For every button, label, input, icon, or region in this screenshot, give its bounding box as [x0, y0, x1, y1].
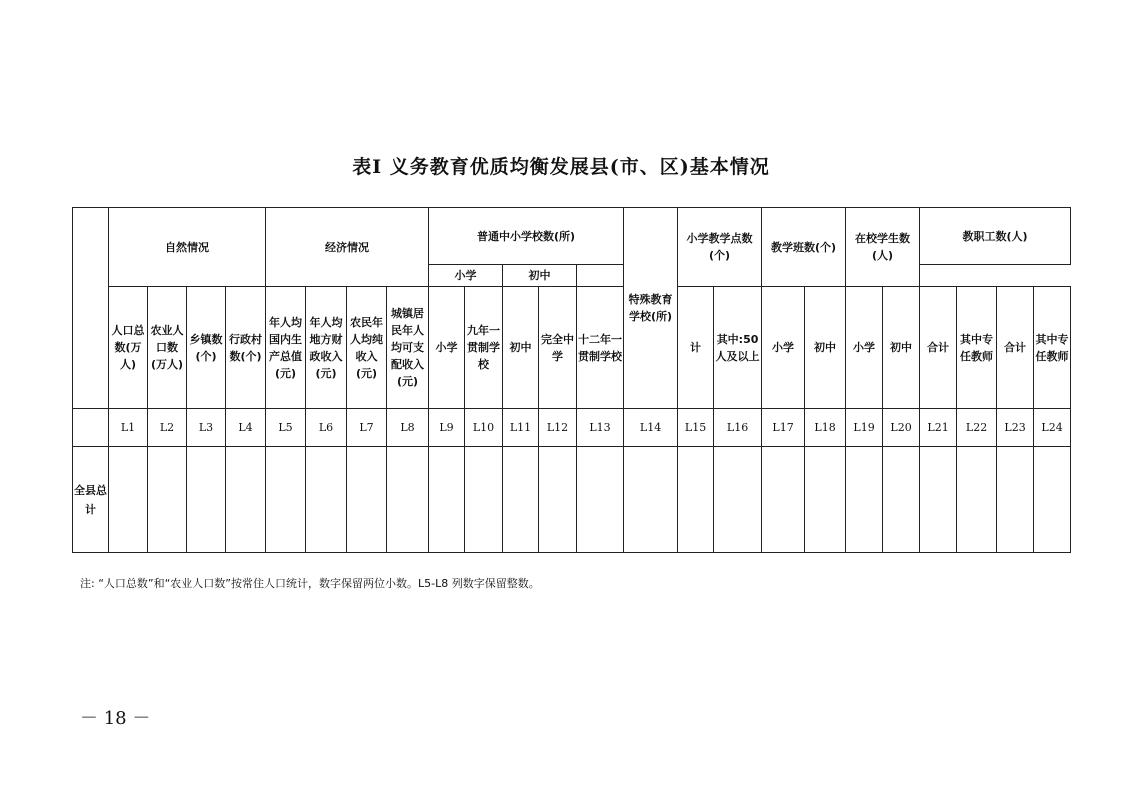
- col-l11: 初中: [503, 287, 539, 409]
- col-l16: 其中:50人及以上: [714, 287, 762, 409]
- code-l9: L9: [429, 409, 465, 447]
- code-l24: L24: [1034, 409, 1071, 447]
- code-l22: L22: [957, 409, 997, 447]
- col-l5: 年人均国内生产总值(元): [266, 287, 306, 409]
- code-l21: L21: [920, 409, 957, 447]
- data-cell-l24[interactable]: [1034, 447, 1071, 553]
- footnote: 注: “人口总数”和“农业人口数”按常住人口统计，数字保留两位小数。L5-L8 列数字保留整数。: [80, 577, 540, 590]
- code-l7: L7: [347, 409, 387, 447]
- data-cell-l23[interactable]: [997, 447, 1034, 553]
- group-natural: 自然情况: [109, 208, 266, 287]
- code-l3: L3: [187, 409, 226, 447]
- data-cell-l4[interactable]: [226, 447, 266, 553]
- data-cell-l16[interactable]: [714, 447, 762, 553]
- col-l6: 年人均地方财政收入(元): [306, 287, 347, 409]
- code-l4: L4: [226, 409, 266, 447]
- col-l24: 其中专任教师: [1034, 287, 1071, 409]
- data-cell-l19[interactable]: [846, 447, 883, 553]
- data-cell-l3[interactable]: [187, 447, 226, 553]
- data-cell-l22[interactable]: [957, 447, 997, 553]
- table-title: 表Ⅰ 义务教育优质均衡发展县(市、区)基本情况: [352, 156, 770, 178]
- col-l8: 城镇居民年人均可支配收入(元): [387, 287, 429, 409]
- code-l11: L11: [503, 409, 539, 447]
- data-cell-l20[interactable]: [883, 447, 920, 553]
- col-l1: 人口总数(万人): [109, 287, 148, 409]
- col-l21: 合计: [920, 287, 957, 409]
- corner-cell: [73, 208, 109, 409]
- group-economic: 经济情况: [266, 208, 429, 287]
- col-l12: 完全中学: [539, 287, 577, 409]
- data-cell-l11[interactable]: [503, 447, 539, 553]
- code-l8: L8: [387, 409, 429, 447]
- code-l19: L19: [846, 409, 883, 447]
- col-l7: 农民年人均纯收入(元): [347, 287, 387, 409]
- col-l2: 农业人口数(万人): [148, 287, 187, 409]
- col-special-schools: 特殊教育学校(所): [624, 208, 678, 409]
- data-cell-l15[interactable]: [678, 447, 714, 553]
- code-l12: L12: [539, 409, 577, 447]
- data-cell-l5[interactable]: [266, 447, 306, 553]
- group-teaching-points: 小学教学点数(个): [678, 208, 762, 287]
- data-cell-l13[interactable]: [577, 447, 624, 553]
- code-l6: L6: [306, 409, 347, 447]
- col-l20: 初中: [883, 287, 920, 409]
- col-l9: 小学: [429, 287, 465, 409]
- col-l23: 合计: [997, 287, 1034, 409]
- col-l19: 小学: [846, 287, 883, 409]
- col-l3: 乡镇数(个): [187, 287, 226, 409]
- col-l13: 十二年一贯制学校: [577, 287, 624, 409]
- data-cell-l2[interactable]: [148, 447, 187, 553]
- data-cell-l14[interactable]: [624, 447, 678, 553]
- col-l18: 初中: [805, 287, 846, 409]
- code-l2: L2: [148, 409, 187, 447]
- data-cell-l6[interactable]: [306, 447, 347, 553]
- code-l10: L10: [465, 409, 503, 447]
- code-l13: L13: [577, 409, 624, 447]
- data-cell-l7[interactable]: [347, 447, 387, 553]
- group-classes: 教学班数(个): [762, 208, 846, 287]
- page-number: － 18 －: [80, 708, 151, 729]
- code-l23: L23: [997, 409, 1034, 447]
- code-l18: L18: [805, 409, 846, 447]
- code-row: [73, 409, 1071, 447]
- staff-primary-header: 小学: [429, 265, 503, 287]
- code-l14: L14: [624, 409, 678, 447]
- data-cell-l18[interactable]: [805, 447, 846, 553]
- col-l4: 行政村数(个): [226, 287, 266, 409]
- data-cell-l8[interactable]: [387, 447, 429, 553]
- code-l1: L1: [109, 409, 148, 447]
- data-cell-l9[interactable]: [429, 447, 465, 553]
- col-l15: 计: [678, 287, 714, 409]
- row-label-total: 全县总计: [73, 447, 109, 553]
- data-cell-l21[interactable]: [920, 447, 957, 553]
- code-l17: L17: [762, 409, 805, 447]
- basic-info-table: [72, 207, 1071, 553]
- col-l17: 小学: [762, 287, 805, 409]
- code-l5: L5: [266, 409, 306, 447]
- code-l15: L15: [678, 409, 714, 447]
- data-cell-l17[interactable]: [762, 447, 805, 553]
- data-cell-l10[interactable]: [465, 447, 503, 553]
- code-l20: L20: [883, 409, 920, 447]
- group-staff: 教职工数(人): [920, 208, 1071, 265]
- code-row-label: [73, 409, 109, 447]
- data-cell-l12[interactable]: [539, 447, 577, 553]
- staff-junior-header: 初中: [503, 265, 577, 287]
- col-l22: 其中专任教师: [957, 287, 997, 409]
- table-row: [73, 447, 1071, 553]
- col-l10: 九年一贯制学校: [465, 287, 503, 409]
- code-l16: L16: [714, 409, 762, 447]
- group-schools: 普通中小学校数(所): [429, 208, 624, 265]
- group-students: 在校学生数(人): [846, 208, 920, 287]
- data-cell-l1[interactable]: [109, 447, 148, 553]
